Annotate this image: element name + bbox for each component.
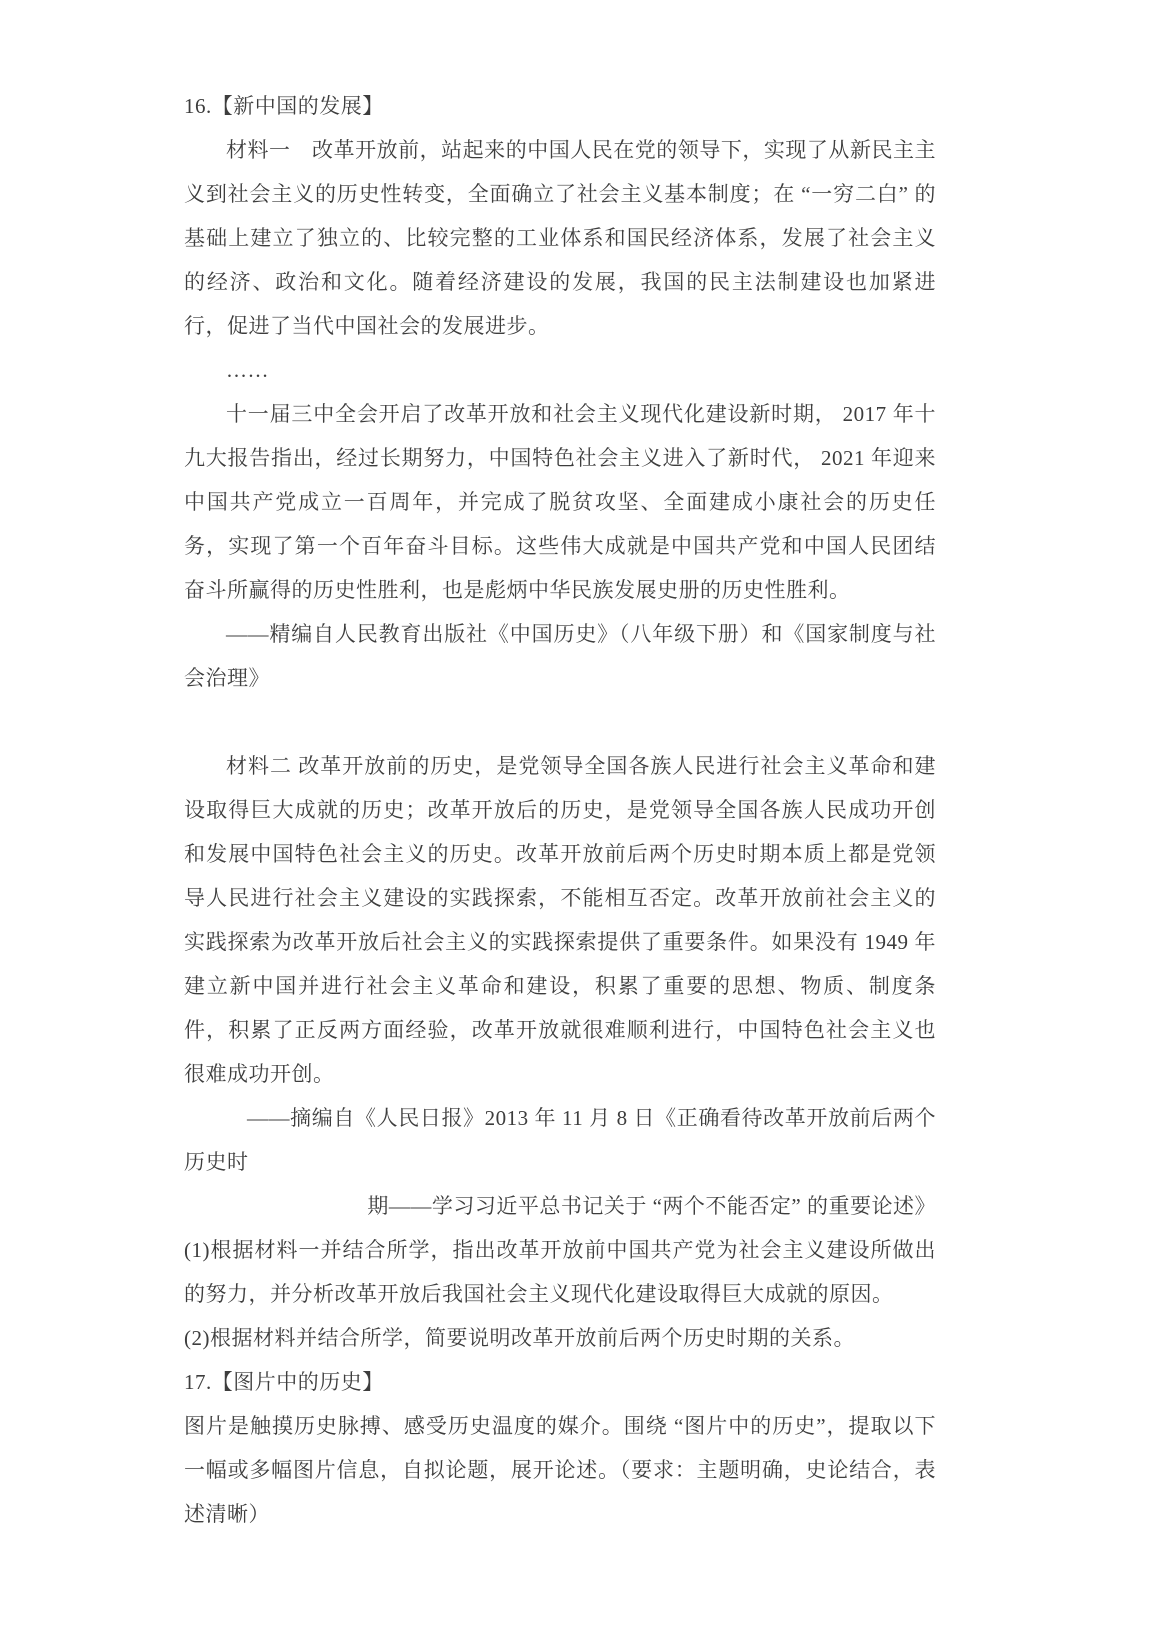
q17-instruction-paragraph: 图片是触摸历史脉搏、感受历史温度的媒介。围绕 “图片中的历史”，提取以下一幅或多幅图片信息，自拟论题，展开论述。（要求：主题明确，史论结合，表述清晰）	[184, 1414, 936, 1526]
q16-material-2-paragraph: 材料二 改革开放前的历史，是党领导全国各族人民进行社会主义革命和建设取得巨大成就的历史；改革开放后的历史，是党领导全国各族人民成功开创和发展中国特色社会主义的历史。改革开放前后两个历史时期本质上都是党领导人民进行社会主义建设的实践探索，不能相互否定。改革开放前社会主义的实践探索为改革开放后社会主义的实践探索提供了重要条件。如果没有 1949 年建立新中国并进行社会主义革命和建设，积累了重要的思想、物质、制度条件，积累了正反两方面经验，改革开放就很难顺利进行，中国特色社会主义也很难成功开创。	[184, 754, 936, 1086]
q16-material-2-source-citation-line-2: 期——学习习近平总书记关于 “两个不能否定” 的重要论述》	[367, 1194, 936, 1218]
q16-material-1-paragraph: 材料一 改革开放前，站起来的中国人民在党的领导下，实现了从新民主主义到社会主义的历史性转变，全面确立了社会主义基本制度；在 “一穷二白” 的基础上建立了独立的、比较完整的工业体系和国民经济体系，发展了社会主义的经济、政治和文化。随着经济建设的发展，我国的民主法制建设也加紧进行，促进了当代中国社会的发展进步。	[184, 138, 936, 338]
question-16-heading: 16.【新中国的发展】	[184, 94, 384, 118]
q16-sub-question-2: (2)根据材料并结合所学，简要说明改革开放前后两个历史时期的关系。	[184, 1326, 855, 1350]
q16-material-1-continued-paragraph: 十一届三中全会开启了改革开放和社会主义现代化建设新时期， 2017 年十九大报告指出，经过长期努力，中国特色社会主义进入了新时代， 2021 年迎来中国共产党成立一百周年，并完成了脱贫攻坚、全面建成小康社会的历史任务，实现了第一个百年奋斗目标。这些伟大成就是中国共产党和中国人民团结奋斗所赢得的历史性胜利，也是彪炳中华民族发展史册的历史性胜利。	[184, 402, 936, 602]
q16-sub-question-1: (1)根据材料一并结合所学，指出改革开放前中国共产党为社会主义建设所做出的努力，并分析改革开放后我国社会主义现代化建设取得巨大成就的原因。	[184, 1238, 936, 1306]
q16-ellipsis-line: ……	[226, 358, 269, 382]
q16-material-2-source-citation-line-1: ——摘编自《人民日报》2013 年 11 月 8 日《正确看待改革开放前后两个历史时	[184, 1106, 936, 1174]
q16-material-1-source-citation: ——精编自人民教育出版社《中国历史》（八年级下册）和《国家制度与社会治理》	[184, 622, 936, 690]
question-17-heading: 17.【图片中的历史】	[184, 1370, 384, 1394]
